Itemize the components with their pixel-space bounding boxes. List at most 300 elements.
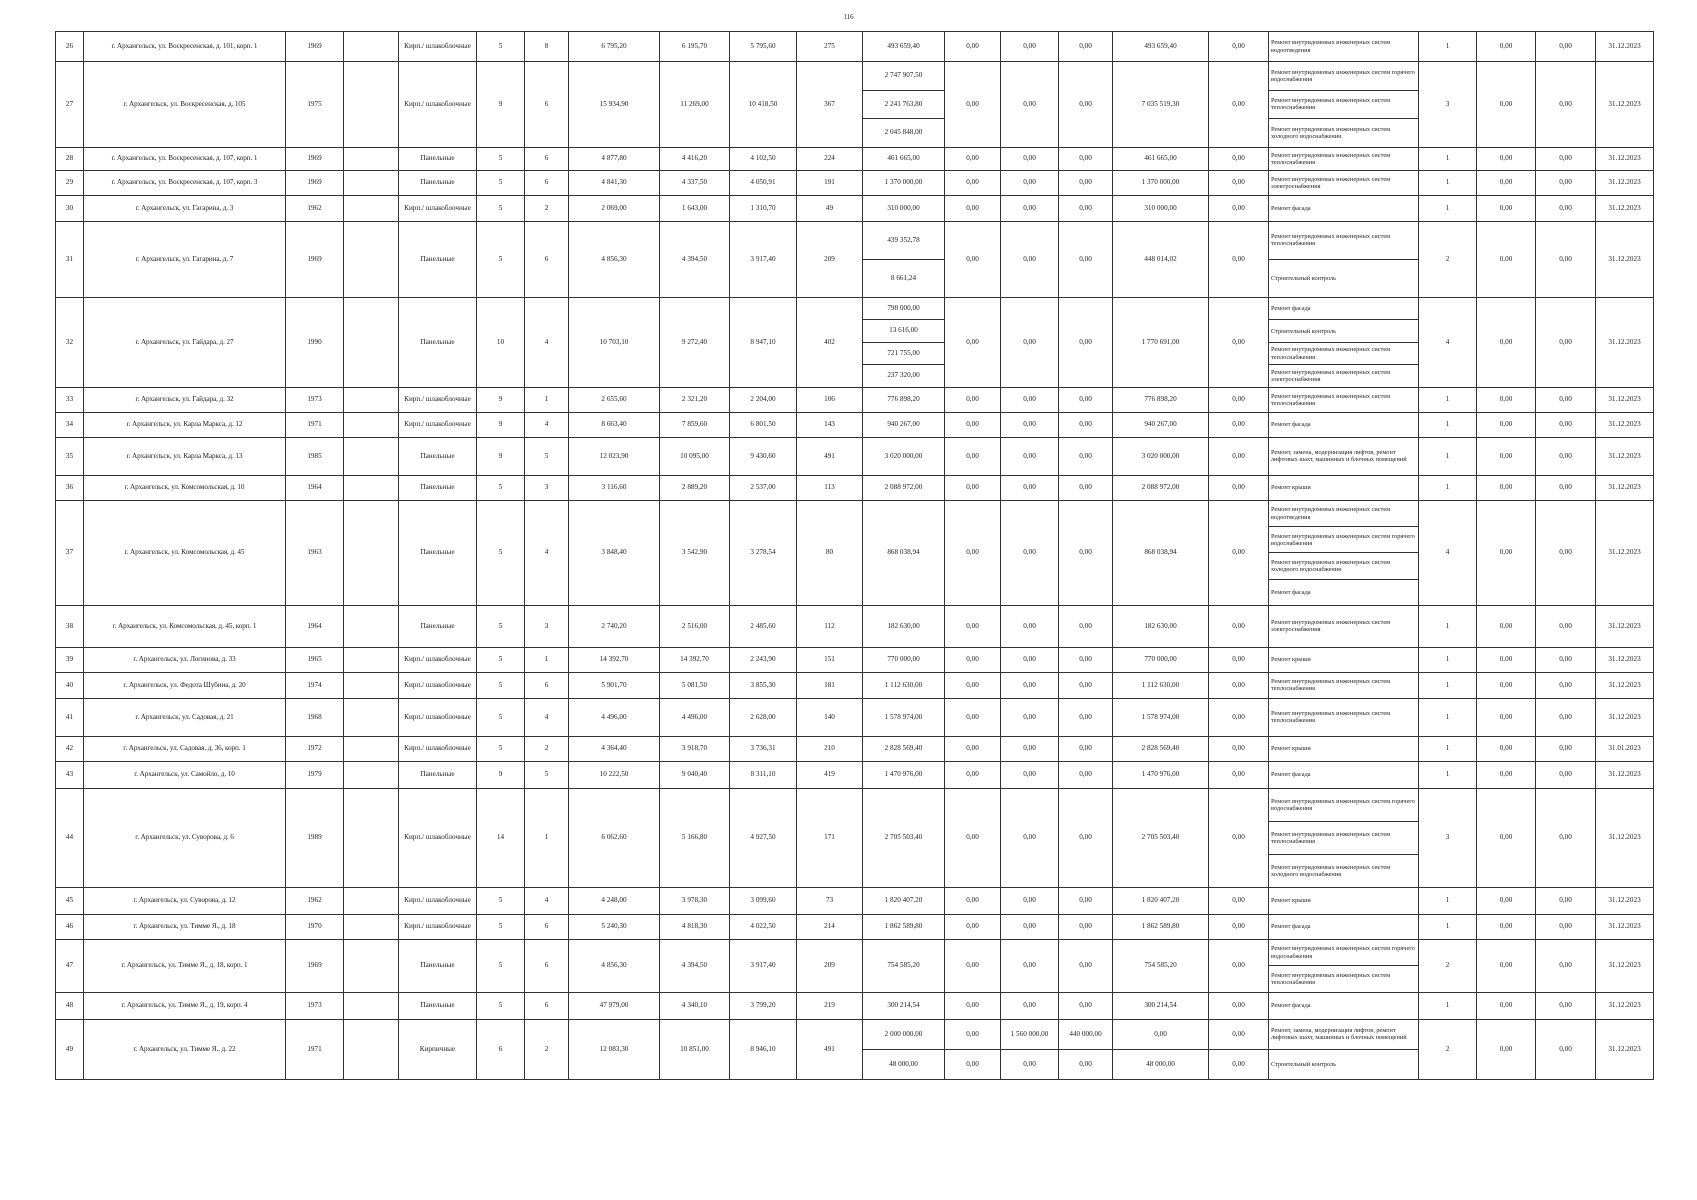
- owners-funds-cell: 2 088 972,00: [1113, 475, 1209, 500]
- total-area-cell: 5 901,70: [569, 672, 660, 698]
- blank-cell: [344, 887, 399, 914]
- row-number: 42: [56, 736, 84, 761]
- blank-cell: [344, 647, 399, 672]
- table-row: [56, 170, 1654, 195]
- municipal-budget-cell: 0,00: [1059, 647, 1113, 672]
- total-area-cell: 10 222,50: [569, 761, 660, 788]
- residential-area-cell: 2 485,60: [730, 605, 797, 647]
- work-type-item: Ремонт внутридомовых инженерных систем теплоснабжения: [1269, 822, 1418, 855]
- residents-cell: 113: [797, 475, 863, 500]
- work-type-item: Ремонт внутридомовых инженерных систем теплоснабжения: [1271, 971, 1391, 987]
- other-funds-cell: 0,00: [1209, 647, 1269, 672]
- entrances-cell: 3: [525, 475, 569, 500]
- work-type-cell: Ремонт внутридомовых инженерных систем электроснабжения: [1269, 605, 1419, 647]
- max-cost-cell: 0,00: [1536, 887, 1596, 914]
- address-cell: г. Архангельск, ул. Гайдара, д. 32: [84, 387, 286, 412]
- specific-cost-cell: 0,00: [1477, 736, 1536, 761]
- work-type-cell: Строительный контроль: [1269, 320, 1419, 343]
- work-count-cell: 1: [1419, 914, 1477, 939]
- entrances-cell: 1: [525, 387, 569, 412]
- blank-cell: [344, 297, 399, 387]
- address-cell: г. Архангельск, ул. Комсомольская, д. 45, корп. 1: [84, 605, 286, 647]
- wall-material-cell: Панельные: [399, 475, 477, 500]
- owners-funds-cell: 1 470 976,00: [1113, 761, 1209, 788]
- blank-cell: [344, 32, 399, 62]
- max-cost-cell: 0,00: [1536, 1019, 1596, 1079]
- residents-cell: 367: [797, 62, 863, 148]
- premises-area-cell: 4 416,20: [660, 147, 730, 170]
- cost-cell: 1 862 589,80: [863, 914, 945, 939]
- deadline-cell: 31.12.2023: [1596, 195, 1654, 221]
- cost-cell: 754 585,20: [863, 939, 945, 992]
- entrances-cell: 6: [525, 992, 569, 1019]
- fund-cell: 0,00: [945, 412, 1001, 437]
- premises-area-cell: 10 095,00: [660, 437, 730, 475]
- deadline-cell: 31.12.2023: [1596, 647, 1654, 672]
- work-type-cell: Строительный контроль: [1269, 1049, 1419, 1079]
- row-number: 47: [56, 939, 84, 992]
- work-type-cell: Ремонт фасада: [1269, 761, 1419, 788]
- premises-area-cell: 4 340,10: [660, 992, 730, 1019]
- row-number: 43: [56, 761, 84, 788]
- year-cell: 1970: [286, 914, 344, 939]
- residential-area-cell: 4 050,91: [730, 170, 797, 195]
- wall-material-cell: Кирп./ шлакоблочные: [399, 387, 477, 412]
- municipal-budget-cell: 0,00: [1059, 170, 1113, 195]
- work-type-cell: Ремонт крыши: [1269, 736, 1419, 761]
- table-row: [56, 605, 1654, 647]
- total-area-cell: 6 795,20: [569, 32, 660, 62]
- residents-cell: 112: [797, 605, 863, 647]
- other-funds-cell: 0,00: [1209, 412, 1269, 437]
- wall-material-cell: Панельные: [399, 939, 477, 992]
- owners-funds-cell: 770 000,00: [1113, 647, 1209, 672]
- specific-cost-cell: 0,00: [1477, 992, 1536, 1019]
- blank-cell: [344, 195, 399, 221]
- other-funds-cell: 0,00: [1209, 475, 1269, 500]
- regional-budget-cell: 0,00: [1001, 221, 1059, 297]
- row-number: 38: [56, 605, 84, 647]
- fund-cell: 0,00: [945, 887, 1001, 914]
- table-row: [56, 500, 1654, 605]
- work-type-cell: Ремонт фасада: [1269, 195, 1419, 221]
- cost-cell: 2 241 763,80: [863, 90, 945, 119]
- total-area-cell: 4 877,80: [569, 147, 660, 170]
- work-count-cell: 1: [1419, 887, 1477, 914]
- owners-funds-cell: 2 705 503,40: [1113, 788, 1209, 887]
- owners-funds-cell: 1 112 630,00: [1113, 672, 1209, 698]
- floors-cell: 5: [477, 647, 525, 672]
- work-type-item: Ремонт фасада: [1271, 588, 1311, 596]
- table-row: [56, 437, 1654, 475]
- premises-area-cell: 5 081,50: [660, 672, 730, 698]
- municipal-budget-cell: 0,00: [1059, 412, 1113, 437]
- table-row: [56, 195, 1654, 221]
- premises-area-cell: 2 516,00: [660, 605, 730, 647]
- address-cell: г. Архангельск, ул. Комсомольская, д. 45: [84, 500, 286, 605]
- blank-cell: [344, 605, 399, 647]
- table-row: [56, 475, 1654, 500]
- address-cell: г. Архангельск, ул. Гагарина, д. 3: [84, 195, 286, 221]
- address-cell: г. Архангельск, ул. Комсомольская, д. 10: [84, 475, 286, 500]
- specific-cost-cell: 0,00: [1477, 914, 1536, 939]
- regional-budget-cell: 0,00: [1001, 62, 1059, 148]
- premises-area-cell: 3 978,30: [660, 887, 730, 914]
- owners-funds-cell: 1 370 000,00: [1113, 170, 1209, 195]
- total-area-cell: 3 848,40: [569, 500, 660, 605]
- floors-cell: 5: [477, 914, 525, 939]
- fund-cell: 0,00: [945, 297, 1001, 387]
- municipal-budget-cell: 0,00: [1059, 887, 1113, 914]
- residents-cell: 219: [797, 992, 863, 1019]
- row-number: 28: [56, 147, 84, 170]
- residential-area-cell: 2 243,90: [730, 647, 797, 672]
- floors-cell: 5: [477, 736, 525, 761]
- regional-budget-cell: 0,00: [1001, 914, 1059, 939]
- deadline-cell: 31.12.2023: [1596, 297, 1654, 387]
- row-number: 49: [56, 1019, 84, 1079]
- residents-cell: 419: [797, 761, 863, 788]
- work-type-cell: Ремонт внутридомовых инженерных систем теплоснабжения: [1269, 90, 1419, 119]
- work-type-cell: Ремонт, замена, модернизация лифтов, ремонт лифтовых шахт, машинных и блочных помещений: [1269, 1019, 1419, 1049]
- table-row: [56, 221, 1654, 259]
- total-area-cell: 3 116,60: [569, 475, 660, 500]
- municipal-budget-cell: 0,00: [1059, 736, 1113, 761]
- table-row: [56, 736, 1654, 761]
- work-type-cell: Ремонт внутридомовых инженерных систем теплоснабжения: [1269, 221, 1419, 259]
- wall-material-cell: Панельные: [399, 170, 477, 195]
- specific-cost-cell: 0,00: [1477, 887, 1536, 914]
- blank-cell: [344, 387, 399, 412]
- premises-area-cell: 11 269,00: [660, 62, 730, 148]
- fund-cell: 0,00: [945, 475, 1001, 500]
- cost-cell: 940 267,00: [863, 412, 945, 437]
- deadline-cell: 31.12.2023: [1596, 1019, 1654, 1079]
- wall-material-cell: Панельные: [399, 437, 477, 475]
- other-funds-cell: 0,00: [1209, 736, 1269, 761]
- floors-cell: 6: [477, 1019, 525, 1079]
- blank-cell: [344, 914, 399, 939]
- work-type-cell: Ремонт внутридомовых инженерных систем теплоснабжения: [1269, 387, 1419, 412]
- floors-cell: 5: [477, 147, 525, 170]
- regional-budget-cell: 0,00: [1001, 412, 1059, 437]
- premises-area-cell: 6 195,70: [660, 32, 730, 62]
- residential-area-cell: 4 022,50: [730, 914, 797, 939]
- entrances-cell: 5: [525, 437, 569, 475]
- row-number: 40: [56, 672, 84, 698]
- other-funds-cell: 0,00: [1209, 761, 1269, 788]
- municipal-budget-cell: 0,00: [1059, 992, 1113, 1019]
- municipal-budget-cell: 0,00: [1059, 147, 1113, 170]
- work-count-cell: 1: [1419, 475, 1477, 500]
- residential-area-cell: 3 736,31: [730, 736, 797, 761]
- wall-material-cell: Панельные: [399, 221, 477, 297]
- total-area-cell: 4 248,00: [569, 887, 660, 914]
- owners-funds-cell: 300 214,54: [1113, 992, 1209, 1019]
- work-type-cell: Ремонт фасада: [1269, 297, 1419, 320]
- blank-cell: [344, 939, 399, 992]
- row-number: 32: [56, 297, 84, 387]
- total-area-cell: 47 979,00: [569, 992, 660, 1019]
- work-type-cell: Ремонт внутридомовых инженерных систем теплоснабжения: [1269, 672, 1419, 698]
- max-cost-cell: 0,00: [1536, 412, 1596, 437]
- blank-cell: [344, 1019, 399, 1079]
- wall-material-cell: Кирпичные: [399, 1019, 477, 1079]
- row-number: 30: [56, 195, 84, 221]
- fund-cell: 0,00: [945, 437, 1001, 475]
- max-cost-cell: 0,00: [1536, 672, 1596, 698]
- fund-cell: 0,00: [945, 992, 1001, 1019]
- municipal-budget-cell: 0,00: [1059, 32, 1113, 62]
- max-cost-cell: 0,00: [1536, 788, 1596, 887]
- deadline-cell: 31.12.2023: [1596, 32, 1654, 62]
- fund-cell: 0,00: [945, 500, 1001, 605]
- premises-area-cell: 3 918,70: [660, 736, 730, 761]
- address-cell: г. Архангельск, ул. Воскресенская, д. 105: [84, 62, 286, 148]
- premises-area-cell: 4 394,50: [660, 221, 730, 297]
- address-cell: г. Архангельск, ул. Логинова, д. 33: [84, 647, 286, 672]
- entrances-cell: 8: [525, 32, 569, 62]
- municipal-budget-cell: 0,00: [1059, 1049, 1113, 1079]
- blank-cell: [344, 698, 399, 736]
- cost-cell: 1 578 974,00: [863, 698, 945, 736]
- year-cell: 1969: [286, 32, 344, 62]
- work-count-cell: 4: [1419, 500, 1477, 605]
- total-area-cell: 5 240,30: [569, 914, 660, 939]
- row-number: 31: [56, 221, 84, 297]
- blank-cell: [344, 437, 399, 475]
- wall-material-cell: Панельные: [399, 297, 477, 387]
- max-cost-cell: 0,00: [1536, 147, 1596, 170]
- regional-budget-cell: 0,00: [1001, 939, 1059, 992]
- entrances-cell: 1: [525, 788, 569, 887]
- capital-repair-table: [55, 31, 1654, 1080]
- work-type-cell: Ремонт внутридомовых инженерных систем холодного водоснабжения: [1269, 119, 1419, 148]
- entrances-cell: 6: [525, 221, 569, 297]
- other-funds-cell: 0,00: [1209, 437, 1269, 475]
- work-count-cell: 1: [1419, 672, 1477, 698]
- wall-material-cell: Кирп./ шлакоблочные: [399, 62, 477, 148]
- wall-material-cell: Кирп./ шлакоблочные: [399, 672, 477, 698]
- wall-material-cell: Кирп./ шлакоблочные: [399, 788, 477, 887]
- address-cell: г. Архангельск, ул. Воскресенская, д. 101, корп. 1: [84, 32, 286, 62]
- entrances-cell: 4: [525, 412, 569, 437]
- work-type-cell: [1269, 939, 1419, 992]
- work-type-item: Ремонт внутридомовых инженерных систем холодного водоснабжения: [1271, 863, 1391, 878]
- cost-cell: 3 020 000,00: [863, 437, 945, 475]
- max-cost-cell: 0,00: [1536, 992, 1596, 1019]
- fund-cell: 0,00: [945, 698, 1001, 736]
- entrances-cell: 6: [525, 62, 569, 148]
- work-type-item: Ремонт внутридомовых инженерных систем водоотведения: [1269, 501, 1418, 527]
- cost-cell: 2 088 972,00: [863, 475, 945, 500]
- wall-material-cell: Кирп./ шлакоблочные: [399, 736, 477, 761]
- municipal-budget-cell: 0,00: [1059, 62, 1113, 148]
- blank-cell: [344, 170, 399, 195]
- table-row: [56, 647, 1654, 672]
- deadline-cell: 31.12.2023: [1596, 147, 1654, 170]
- premises-area-cell: 4 818,30: [660, 914, 730, 939]
- owners-funds-cell: 0,00: [1113, 1019, 1209, 1049]
- row-number: 27: [56, 62, 84, 148]
- municipal-budget-cell: 0,00: [1059, 195, 1113, 221]
- work-type-cell: Ремонт внутридомовых инженерных систем теплоснабжения: [1269, 698, 1419, 736]
- residents-cell: 214: [797, 914, 863, 939]
- work-count-cell: 1: [1419, 647, 1477, 672]
- municipal-budget-cell: 0,00: [1059, 297, 1113, 387]
- row-number: 39: [56, 647, 84, 672]
- row-number: 44: [56, 788, 84, 887]
- floors-cell: 5: [477, 170, 525, 195]
- work-count-cell: 2: [1419, 221, 1477, 297]
- row-number: 34: [56, 412, 84, 437]
- other-funds-cell: 0,00: [1209, 147, 1269, 170]
- wall-material-cell: Панельные: [399, 761, 477, 788]
- residential-area-cell: 5 795,60: [730, 32, 797, 62]
- work-count-cell: 1: [1419, 761, 1477, 788]
- other-funds-cell: 0,00: [1209, 887, 1269, 914]
- work-type-cell: Ремонт фасада: [1269, 914, 1419, 939]
- owners-funds-cell: 754 585,20: [1113, 939, 1209, 992]
- total-area-cell: 4 856,30: [569, 221, 660, 297]
- table-row: [56, 761, 1654, 788]
- owners-funds-cell: 448 014,02: [1113, 221, 1209, 297]
- year-cell: 1974: [286, 672, 344, 698]
- specific-cost-cell: 0,00: [1477, 672, 1536, 698]
- entrances-cell: 6: [525, 672, 569, 698]
- municipal-budget-cell: 0,00: [1059, 437, 1113, 475]
- owners-funds-cell: 868 038,94: [1113, 500, 1209, 605]
- residents-cell: 191: [797, 170, 863, 195]
- year-cell: 1985: [286, 437, 344, 475]
- year-cell: 1962: [286, 887, 344, 914]
- residential-area-cell: 4 927,50: [730, 788, 797, 887]
- cost-cell: 798 000,00: [863, 297, 945, 320]
- deadline-cell: 31.12.2023: [1596, 761, 1654, 788]
- floors-cell: 9: [477, 761, 525, 788]
- entrances-cell: 5: [525, 761, 569, 788]
- blank-cell: [344, 992, 399, 1019]
- deadline-cell: 31.12.2023: [1596, 62, 1654, 148]
- premises-area-cell: 5 166,80: [660, 788, 730, 887]
- entrances-cell: 6: [525, 147, 569, 170]
- municipal-budget-cell: 0,00: [1059, 387, 1113, 412]
- row-number: 26: [56, 32, 84, 62]
- fund-cell: 0,00: [945, 788, 1001, 887]
- work-count-cell: 3: [1419, 62, 1477, 148]
- total-area-cell: 2 740,20: [569, 605, 660, 647]
- year-cell: 1969: [286, 939, 344, 992]
- residential-area-cell: 4 102,50: [730, 147, 797, 170]
- residential-area-cell: 3 917,40: [730, 939, 797, 992]
- year-cell: 1971: [286, 412, 344, 437]
- premises-area-cell: 7 859,60: [660, 412, 730, 437]
- year-cell: 1989: [286, 788, 344, 887]
- regional-budget-cell: 1 560 000,00: [1001, 1019, 1059, 1049]
- specific-cost-cell: 0,00: [1477, 147, 1536, 170]
- work-type-item: Ремонт внутридомовых инженерных систем горячего водоснабжения: [1269, 527, 1418, 553]
- work-type-cell: Ремонт внутридомовых инженерных систем теплоснабжения: [1269, 147, 1419, 170]
- residential-area-cell: 8 947,10: [730, 297, 797, 387]
- residents-cell: 73: [797, 887, 863, 914]
- regional-budget-cell: 0,00: [1001, 475, 1059, 500]
- specific-cost-cell: 0,00: [1477, 698, 1536, 736]
- municipal-budget-cell: 0,00: [1059, 475, 1113, 500]
- cost-cell: 2 828 569,40: [863, 736, 945, 761]
- residential-area-cell: 6 801,50: [730, 412, 797, 437]
- premises-area-cell: 4 496,00: [660, 698, 730, 736]
- max-cost-cell: 0,00: [1536, 605, 1596, 647]
- deadline-cell: 31.12.2023: [1596, 437, 1654, 475]
- work-count-cell: 1: [1419, 387, 1477, 412]
- work-count-cell: 1: [1419, 147, 1477, 170]
- floors-cell: 5: [477, 32, 525, 62]
- fund-cell: 0,00: [945, 195, 1001, 221]
- entrances-cell: 4: [525, 297, 569, 387]
- year-cell: 1963: [286, 500, 344, 605]
- total-area-cell: 4 364,40: [569, 736, 660, 761]
- floors-cell: 10: [477, 297, 525, 387]
- floors-cell: 5: [477, 672, 525, 698]
- owners-funds-cell: 310 000,00: [1113, 195, 1209, 221]
- other-funds-cell: 0,00: [1209, 62, 1269, 148]
- table-row: [56, 887, 1654, 914]
- specific-cost-cell: 0,00: [1477, 788, 1536, 887]
- floors-cell: 5: [477, 475, 525, 500]
- municipal-budget-cell: 0,00: [1059, 605, 1113, 647]
- address-cell: г. Архангельск, ул. Воскресенская, д. 107, корп. 3: [84, 170, 286, 195]
- total-area-cell: 4 496,00: [569, 698, 660, 736]
- entrances-cell: 6: [525, 170, 569, 195]
- table-body: [56, 32, 1654, 1080]
- specific-cost-cell: 0,00: [1477, 387, 1536, 412]
- cost-cell: 776 898,20: [863, 387, 945, 412]
- premises-area-cell: 2 889,20: [660, 475, 730, 500]
- other-funds-cell: 0,00: [1209, 914, 1269, 939]
- year-cell: 1973: [286, 387, 344, 412]
- deadline-cell: 31.12.2023: [1596, 221, 1654, 297]
- residents-cell: 80: [797, 500, 863, 605]
- residents-cell: 224: [797, 147, 863, 170]
- address-cell: г. Архангельск, ул. Тимме Я., д. 18: [84, 914, 286, 939]
- other-funds-cell: 0,00: [1209, 500, 1269, 605]
- other-funds-cell: 0,00: [1209, 788, 1269, 887]
- total-area-cell: 10 703,10: [569, 297, 660, 387]
- work-type-cell: Ремонт внутридомовых инженерных систем электроснабжения: [1269, 170, 1419, 195]
- total-area-cell: 6 062,60: [569, 788, 660, 887]
- address-cell: г. Архангельск, ул. Воскресенская, д. 107, корп. 1: [84, 147, 286, 170]
- other-funds-cell: 0,00: [1209, 1049, 1269, 1079]
- cost-cell: 1 470 976,00: [863, 761, 945, 788]
- regional-budget-cell: 0,00: [1001, 698, 1059, 736]
- deadline-cell: 31.12.2023: [1596, 698, 1654, 736]
- wall-material-cell: Панельные: [399, 992, 477, 1019]
- municipal-budget-cell: 0,00: [1059, 914, 1113, 939]
- specific-cost-cell: 0,00: [1477, 221, 1536, 297]
- year-cell: 1965: [286, 647, 344, 672]
- residential-area-cell: 2 537,00: [730, 475, 797, 500]
- row-number: 29: [56, 170, 84, 195]
- specific-cost-cell: 0,00: [1477, 605, 1536, 647]
- work-type-cell: Ремонт внутридомовых инженерных систем водоотведения: [1269, 32, 1419, 62]
- residents-cell: 209: [797, 221, 863, 297]
- deadline-cell: 31.12.2023: [1596, 475, 1654, 500]
- deadline-cell: 31.12.2023: [1596, 992, 1654, 1019]
- table-row: [56, 1019, 1654, 1049]
- blank-cell: [344, 761, 399, 788]
- owners-funds-cell: 7 035 519,30: [1113, 62, 1209, 148]
- max-cost-cell: 0,00: [1536, 475, 1596, 500]
